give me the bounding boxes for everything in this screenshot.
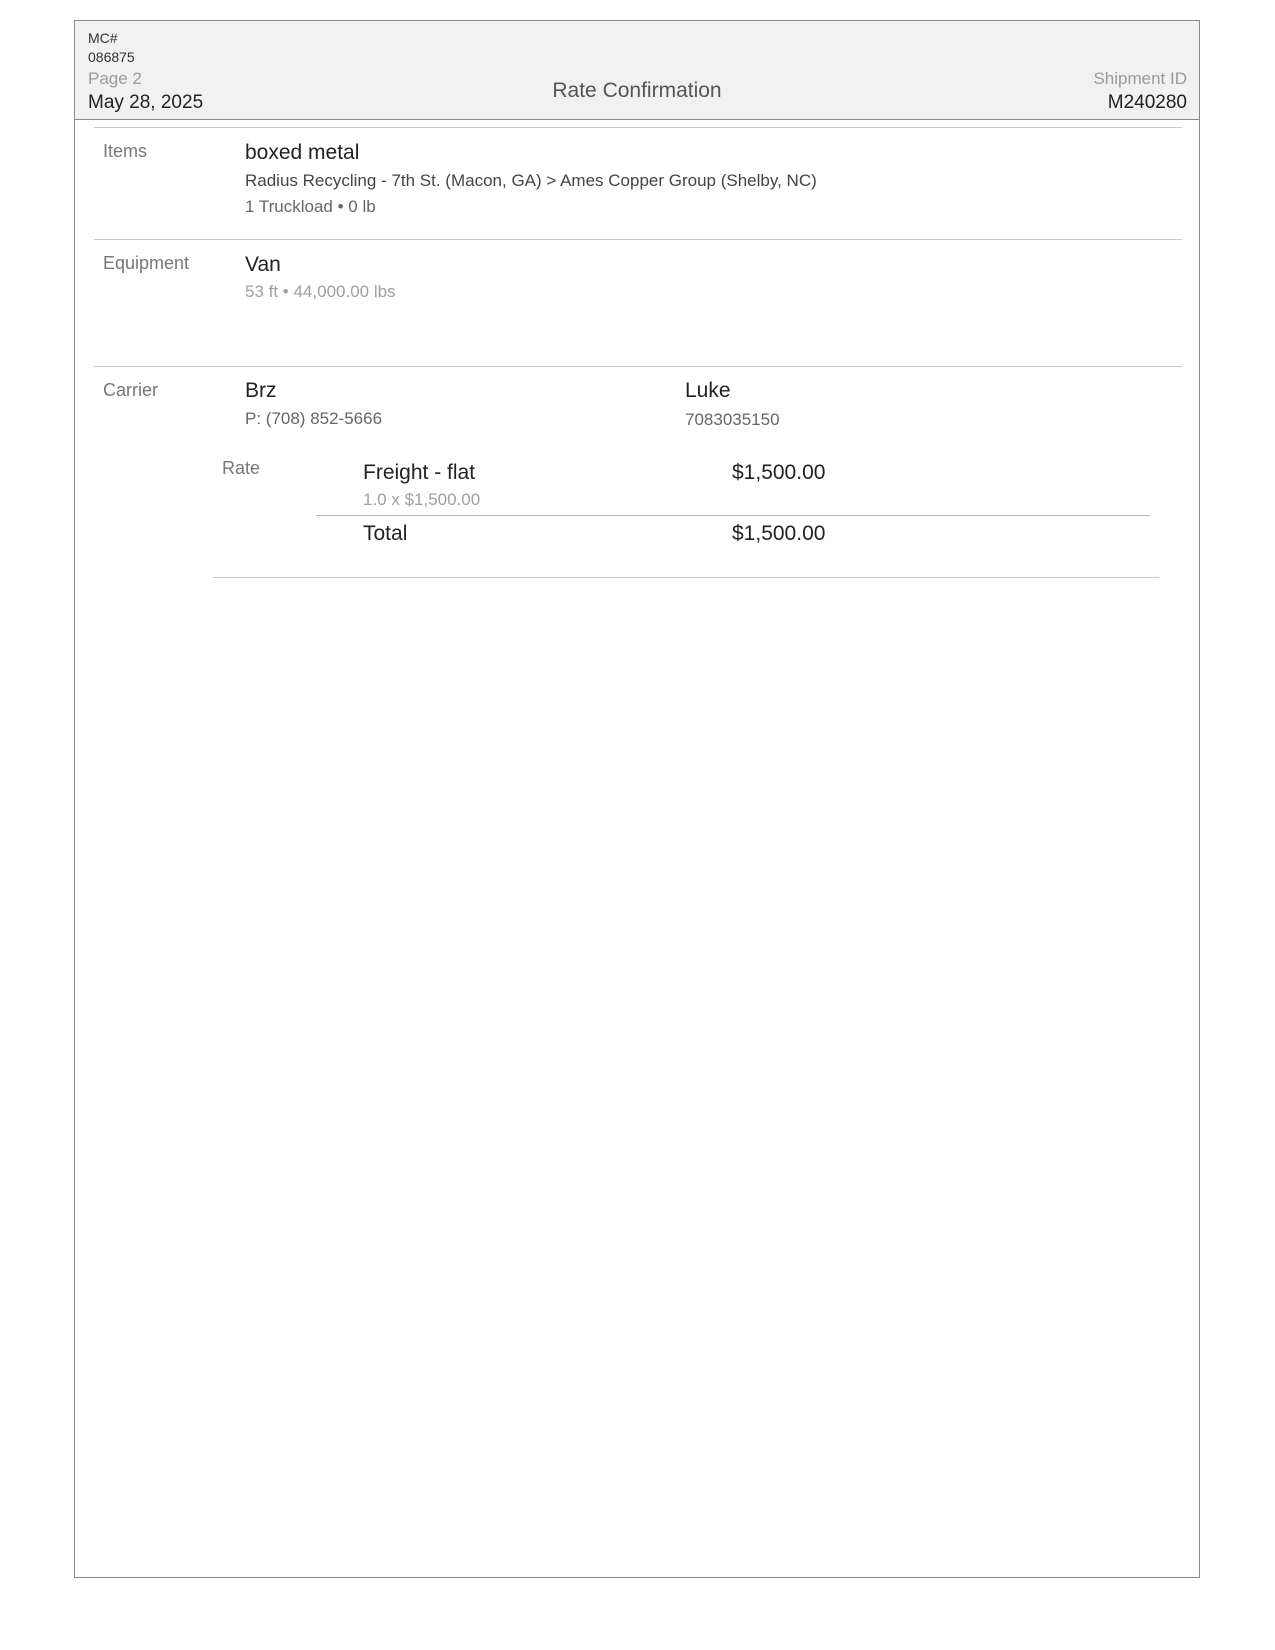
divider-equipment xyxy=(94,366,1182,367)
carrier-contact-phone: 7083035150 xyxy=(685,410,780,429)
document-title: Rate Confirmation xyxy=(552,79,722,102)
rate-line-amount: $1,500.00 xyxy=(732,461,826,484)
item-quantity: 1 Truckload • 0 lb xyxy=(245,197,376,216)
divider-rate-total xyxy=(316,515,1150,516)
rate-total-amount: $1,500.00 xyxy=(732,522,826,545)
carrier-name: Brz xyxy=(245,379,277,402)
shipment-id: M240280 xyxy=(1107,92,1187,113)
item-name: boxed metal xyxy=(245,141,360,164)
divider-top xyxy=(94,127,1182,128)
document-header xyxy=(75,21,1199,120)
equipment-specs: 53 ft • 44,000.00 lbs xyxy=(245,282,396,301)
carrier-label: Carrier xyxy=(103,380,159,400)
divider-items xyxy=(94,239,1182,240)
shipment-id-label: Shipment ID xyxy=(1093,69,1187,88)
page-number: Page 2 xyxy=(88,69,142,88)
carrier-phone: P: (708) 852-5666 xyxy=(245,409,383,428)
rate-total-label: Total xyxy=(363,522,408,545)
item-route: Radius Recycling - 7th St. (Macon, GA) > Ames Copper Group (Shelby, NC) xyxy=(245,171,817,190)
carrier-contact-name: Luke xyxy=(685,379,731,402)
equipment-label: Equipment xyxy=(103,253,190,273)
rate-line-detail: 1.0 x $1,500.00 xyxy=(363,490,481,509)
divider-rate-bottom xyxy=(213,577,1159,578)
rate-label: Rate xyxy=(222,458,261,478)
rate-line-description: Freight - flat xyxy=(363,461,476,484)
document-date: May 28, 2025 xyxy=(88,92,204,113)
document-page xyxy=(74,20,1200,1578)
equipment-type: Van xyxy=(245,253,281,276)
mc-number: 086875 xyxy=(88,49,135,65)
mc-label: MC# xyxy=(88,30,118,46)
items-label: Items xyxy=(103,141,148,161)
